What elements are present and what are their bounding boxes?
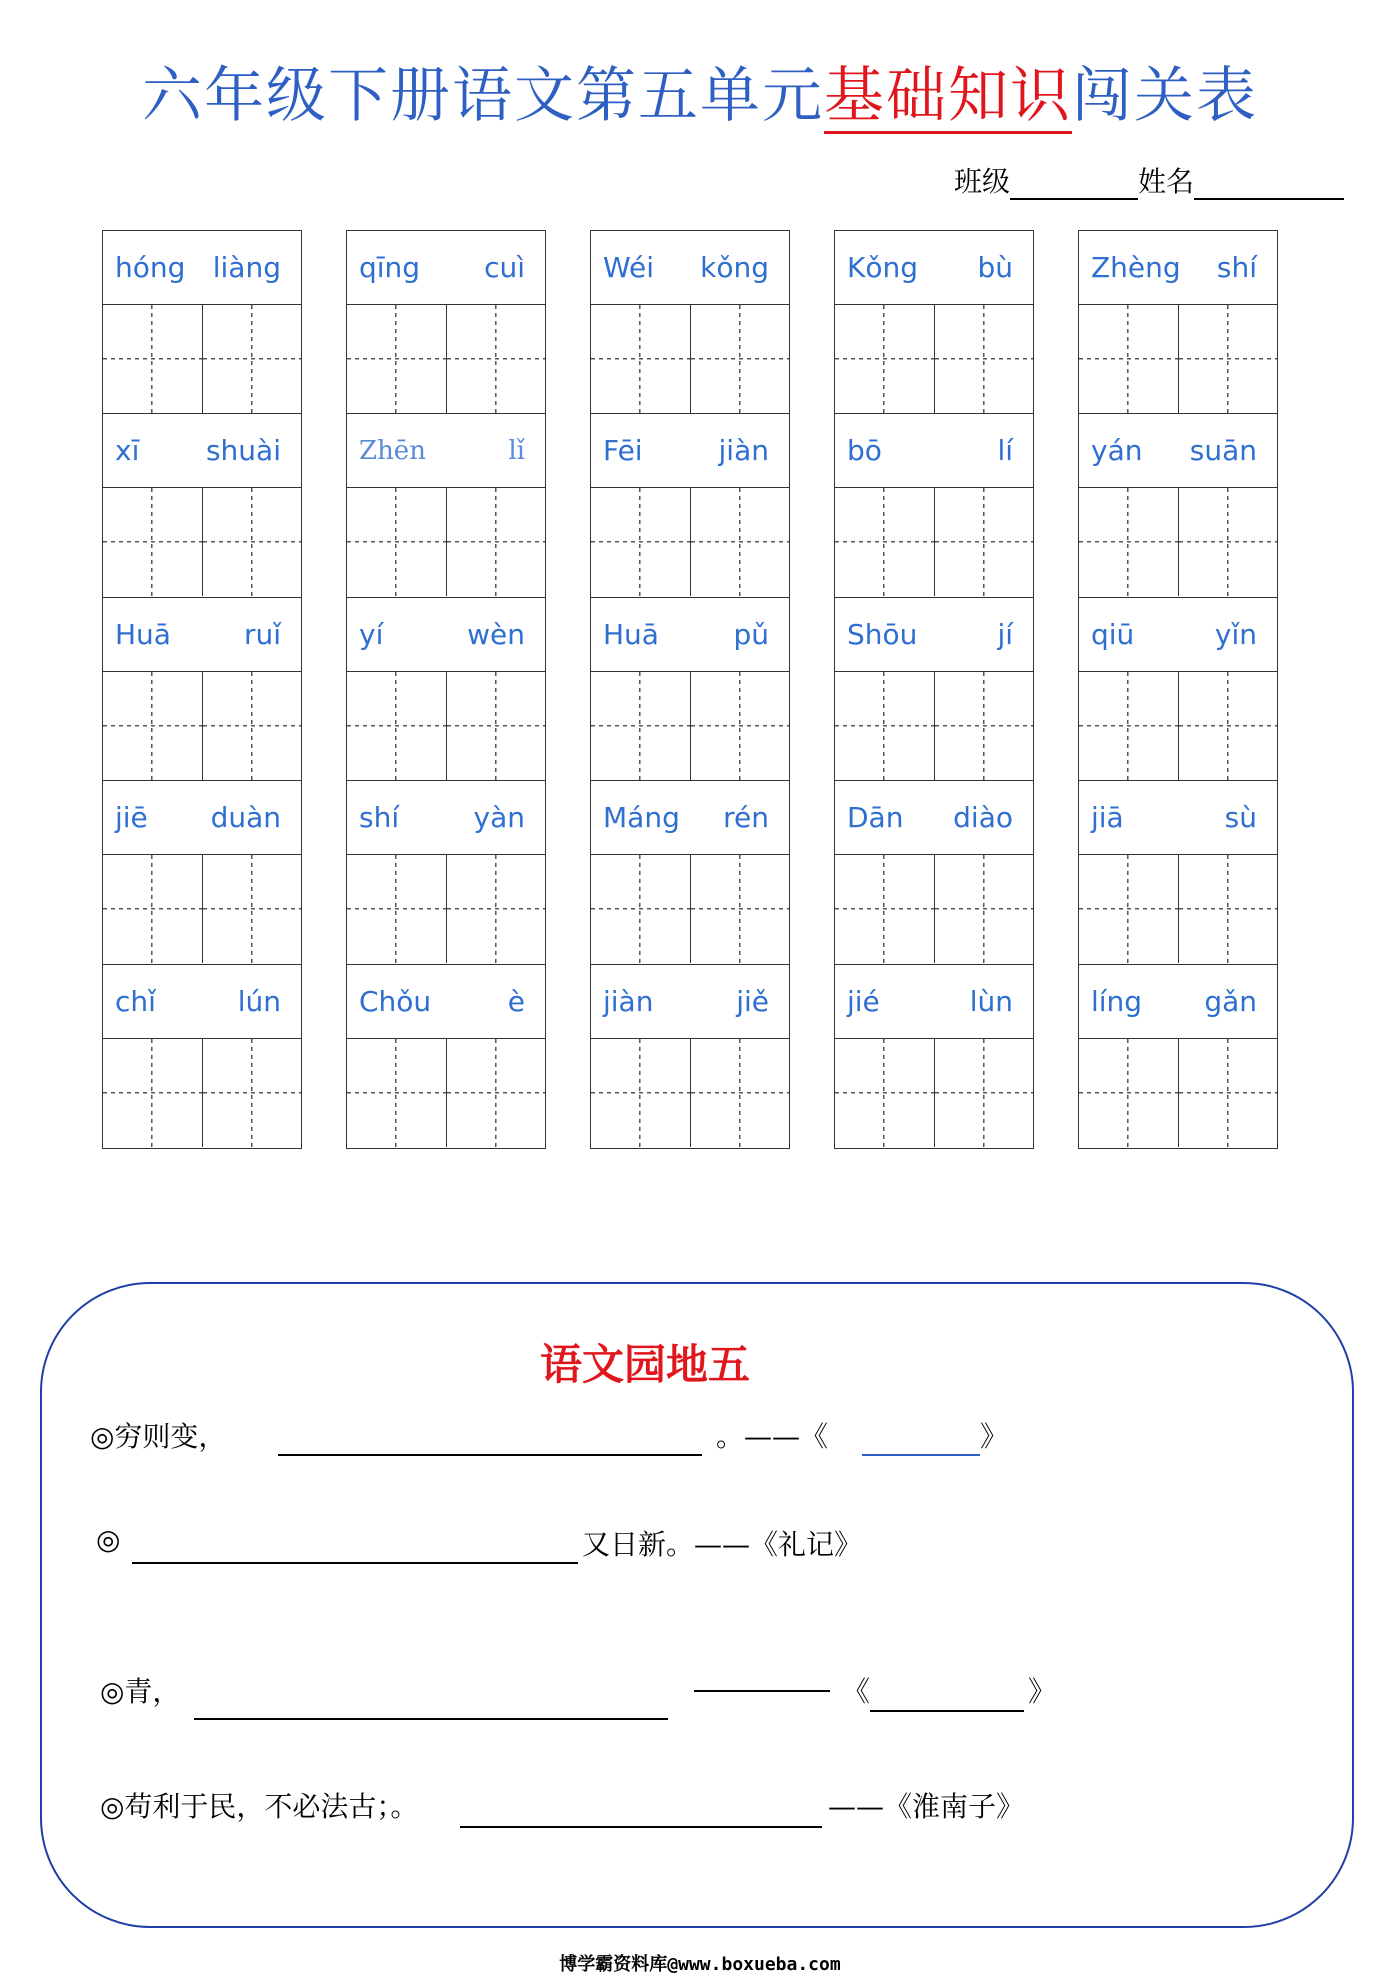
pinyin-syllable: wèn (467, 617, 525, 651)
pinyin-syllable: Kǒng (847, 251, 919, 284)
verse-1-suffix: 》 (980, 1420, 1009, 1453)
writing-box[interactable] (103, 305, 202, 413)
writing-box[interactable] (690, 855, 790, 963)
writing-box[interactable] (690, 305, 790, 413)
writing-box[interactable] (103, 1039, 202, 1147)
writing-box[interactable] (446, 305, 546, 413)
writing-box[interactable] (347, 488, 446, 596)
name-label: 姓名 (1138, 165, 1195, 198)
writing-box[interactable] (835, 305, 934, 413)
word-cell (1079, 598, 1277, 781)
writing-grid (591, 1039, 789, 1147)
writing-box[interactable] (1079, 488, 1178, 596)
verse-3-source-blank[interactable] (870, 1684, 1024, 1712)
class-field[interactable] (1010, 168, 1138, 200)
verse-3-blank[interactable] (194, 1692, 668, 1720)
writing-grid (103, 672, 301, 780)
pinyin-row (835, 965, 1033, 1039)
writing-grid (347, 672, 545, 780)
pinyin-syllable: liàng (212, 251, 281, 284)
writing-box[interactable] (1079, 305, 1178, 413)
writing-box[interactable] (1079, 855, 1178, 963)
pinyin-syllable: kǒng (700, 251, 769, 284)
pinyin-row (591, 781, 789, 855)
writing-grid (347, 1039, 545, 1147)
pinyin-syllable: yàn (473, 801, 525, 835)
writing-box[interactable] (347, 855, 446, 963)
pinyin-column (102, 230, 302, 1149)
title-part2: 闯关表 (1072, 61, 1258, 131)
pinyin-syllable: hóng (115, 251, 186, 284)
word-cell (347, 965, 545, 1148)
writing-grid (591, 855, 789, 963)
writing-box[interactable] (690, 672, 790, 780)
writing-box[interactable] (591, 672, 690, 780)
pinyin-syllable: yǐn (1214, 617, 1257, 651)
verse-3-blank-2[interactable] (694, 1664, 830, 1692)
writing-grid (103, 855, 301, 963)
pinyin-syllable: Zhēn (359, 435, 426, 466)
pinyin-syllable: lùn (969, 984, 1013, 1018)
writing-box[interactable] (591, 855, 690, 963)
writing-box[interactable] (934, 488, 1034, 596)
writing-box[interactable] (934, 855, 1034, 963)
pinyin-syllable: yán (1091, 434, 1143, 468)
word-cell (835, 231, 1033, 414)
writing-box[interactable] (202, 855, 302, 963)
title-part1: 六年级下册语文第五单元 (142, 61, 824, 131)
pinyin-row (835, 598, 1033, 672)
word-cell (1079, 414, 1277, 597)
verse-3-prefix: ◎青， (100, 1675, 181, 1708)
writing-box[interactable] (1178, 672, 1278, 780)
writing-box[interactable] (202, 488, 302, 596)
writing-box[interactable] (591, 305, 690, 413)
word-cell (591, 781, 789, 964)
garden-title: 语文园地五 (539, 1340, 750, 1389)
pinyin-syllable: lí (997, 434, 1013, 468)
pinyin-syllable: Huā (115, 617, 171, 651)
page-title (0, 48, 1400, 134)
pinyin-row (347, 414, 545, 488)
writing-box[interactable] (202, 672, 302, 780)
verse-4-prefix: ◎苟利于民，不必法古；。 (100, 1790, 419, 1823)
pinyin-row (591, 231, 789, 305)
pinyin-syllable: bù (977, 251, 1013, 284)
pinyin-syllable: pǔ (733, 617, 769, 651)
writing-box[interactable] (202, 1039, 302, 1147)
pinyin-syllable: Huā (603, 617, 659, 651)
pinyin-syllable: Chǒu (359, 984, 432, 1018)
writing-box[interactable] (347, 305, 446, 413)
word-cell (1079, 781, 1277, 964)
word-cell (835, 414, 1033, 597)
writing-grid (1079, 305, 1277, 413)
word-cell (591, 414, 789, 597)
name-field[interactable] (1194, 168, 1344, 200)
pinyin-syllable: Shōu (847, 617, 918, 651)
pinyin-syllable: shí (359, 801, 400, 835)
pinyin-row (835, 414, 1033, 488)
writing-box[interactable] (347, 1039, 446, 1147)
pinyin-syllable: qiū (1091, 617, 1135, 651)
word-cell (591, 231, 789, 414)
pinyin-syllable: bō (847, 434, 882, 468)
word-cell (1079, 231, 1277, 414)
writing-grid (835, 488, 1033, 596)
pinyin-syllable: yí (359, 617, 384, 651)
student-info (954, 160, 1344, 200)
pinyin-row (1079, 598, 1277, 672)
word-cell (103, 781, 301, 964)
verse-2-blank[interactable] (132, 1536, 578, 1564)
pinyin-row (1079, 231, 1277, 305)
pinyin-row (103, 965, 301, 1039)
writing-box[interactable] (690, 488, 790, 596)
writing-box[interactable] (1178, 1039, 1278, 1147)
pinyin-column (834, 230, 1034, 1149)
pinyin-syllable: rén (723, 801, 769, 835)
verse-1-prefix: ◎穷则变， (90, 1420, 227, 1453)
writing-grid (591, 672, 789, 780)
writing-grid (835, 672, 1033, 780)
verse-3-mid: 《 (842, 1675, 871, 1708)
pinyin-syllable: diào (953, 801, 1013, 835)
writing-box[interactable] (835, 1039, 934, 1147)
pinyin-syllable: jiàn (718, 434, 769, 468)
pinyin-syllable: jí (997, 617, 1013, 651)
pinyin-syllable: jié (847, 984, 880, 1018)
word-cell (347, 231, 545, 414)
pinyin-row (1079, 781, 1277, 855)
pinyin-syllable: chǐ (115, 984, 156, 1018)
writing-grid (103, 1039, 301, 1147)
pinyin-column (1078, 230, 1278, 1149)
pinyin-syllable: shuài (205, 434, 281, 468)
pinyin-syllable: qīng (359, 251, 421, 284)
word-cell (835, 598, 1033, 781)
pinyin-row (1079, 965, 1277, 1039)
writing-box[interactable] (202, 305, 302, 413)
pinyin-syllable: jiē (115, 801, 148, 835)
writing-grid (1079, 488, 1277, 596)
pinyin-row (835, 231, 1033, 305)
writing-grid (1079, 855, 1277, 963)
pinyin-row (103, 231, 301, 305)
verse-4-mid: ——《淮南子》 (828, 1790, 1025, 1823)
writing-box[interactable] (103, 488, 202, 596)
pinyin-syllable: cuì (484, 251, 525, 284)
writing-grid (835, 305, 1033, 413)
pinyin-column (346, 230, 546, 1149)
pinyin-syllable: xī (115, 434, 140, 468)
word-cell (347, 598, 545, 781)
word-cell (1079, 965, 1277, 1148)
pinyin-syllable: jiě (736, 984, 769, 1018)
writing-grid (103, 305, 301, 413)
pinyin-row (835, 781, 1033, 855)
word-cell (835, 965, 1033, 1148)
pinyin-syllable: ruǐ (243, 617, 281, 651)
writing-grid (1079, 1039, 1277, 1147)
writing-box[interactable] (446, 1039, 546, 1147)
pinyin-syllable: è (507, 984, 525, 1018)
pinyin-row (591, 598, 789, 672)
writing-grid (347, 305, 545, 413)
pinyin-row (347, 781, 545, 855)
verse-1-source-blank[interactable] (862, 1428, 980, 1456)
verse-3-suffix: 》 (1028, 1675, 1057, 1708)
pinyin-syllable: lún (237, 984, 281, 1018)
writing-grid (591, 305, 789, 413)
footer-watermark: 博学霸资料库@www.boxueba.com (559, 1954, 841, 1975)
writing-box[interactable] (591, 1039, 690, 1147)
verse-1-blank[interactable] (278, 1428, 702, 1456)
pinyin-syllable: duàn (210, 801, 281, 835)
pinyin-row (103, 781, 301, 855)
pinyin-syllable: shí (1216, 251, 1257, 284)
writing-box[interactable] (934, 672, 1034, 780)
writing-grid (835, 1039, 1033, 1147)
writing-box[interactable] (103, 672, 202, 780)
pinyin-syllable: Zhèng (1091, 251, 1181, 284)
class-label: 班级 (954, 165, 1011, 198)
writing-box[interactable] (934, 305, 1034, 413)
word-cell (103, 965, 301, 1148)
writing-grid (347, 488, 545, 596)
pinyin-syllable: jiàn (603, 984, 654, 1018)
pinyin-syllable: gǎn (1204, 984, 1257, 1018)
writing-grid (835, 855, 1033, 963)
word-cell (591, 965, 789, 1148)
pinyin-row (591, 965, 789, 1039)
writing-box[interactable] (446, 488, 546, 596)
verse-2-mid: 又日新。——《礼记》 (582, 1528, 863, 1561)
pinyin-syllable: Wéi (603, 251, 655, 284)
word-cell (103, 414, 301, 597)
writing-box[interactable] (446, 672, 546, 780)
pinyin-syllable: suān (1189, 434, 1257, 468)
writing-box[interactable] (1079, 672, 1178, 780)
pinyin-row (591, 414, 789, 488)
writing-box[interactable] (1178, 488, 1278, 596)
pinyin-row (103, 414, 301, 488)
pinyin-row (1079, 414, 1277, 488)
word-cell (103, 231, 301, 414)
writing-box[interactable] (835, 855, 934, 963)
writing-grid (347, 855, 545, 963)
writing-box[interactable] (1178, 855, 1278, 963)
writing-box[interactable] (835, 488, 934, 596)
pinyin-column (590, 230, 790, 1149)
writing-box[interactable] (1178, 305, 1278, 413)
pinyin-syllable: Fēi (603, 434, 643, 468)
pinyin-syllable: líng (1091, 984, 1143, 1018)
pinyin-syllable: Dān (847, 801, 904, 835)
writing-box[interactable] (690, 1039, 790, 1147)
writing-box[interactable] (1079, 1039, 1178, 1147)
verse-1-mid: 。——《 (716, 1420, 829, 1453)
word-cell (103, 598, 301, 781)
writing-grid (591, 488, 789, 596)
title-highlight: 基础知识 (824, 61, 1072, 134)
writing-box[interactable] (835, 672, 934, 780)
writing-box[interactable] (103, 855, 202, 963)
pinyin-syllable: jiā (1091, 801, 1124, 835)
writing-box[interactable] (934, 1039, 1034, 1147)
writing-box[interactable] (347, 672, 446, 780)
writing-grid (103, 488, 301, 596)
pinyin-syllable: Máng (603, 801, 680, 835)
pinyin-syllable: sù (1224, 801, 1257, 835)
writing-grid (1079, 672, 1277, 780)
pinyin-row (103, 598, 301, 672)
pinyin-row (347, 598, 545, 672)
word-cell (591, 598, 789, 781)
pinyin-row (347, 231, 545, 305)
word-cell (347, 414, 545, 597)
word-cell (347, 781, 545, 964)
verse-2-prefix: ◎ (96, 1523, 121, 1556)
writing-box[interactable] (446, 855, 546, 963)
word-cell (835, 781, 1033, 964)
pinyin-row (347, 965, 545, 1039)
pinyin-syllable: lǐ (508, 435, 525, 466)
verse-4-blank[interactable] (460, 1800, 822, 1828)
writing-box[interactable] (591, 488, 690, 596)
